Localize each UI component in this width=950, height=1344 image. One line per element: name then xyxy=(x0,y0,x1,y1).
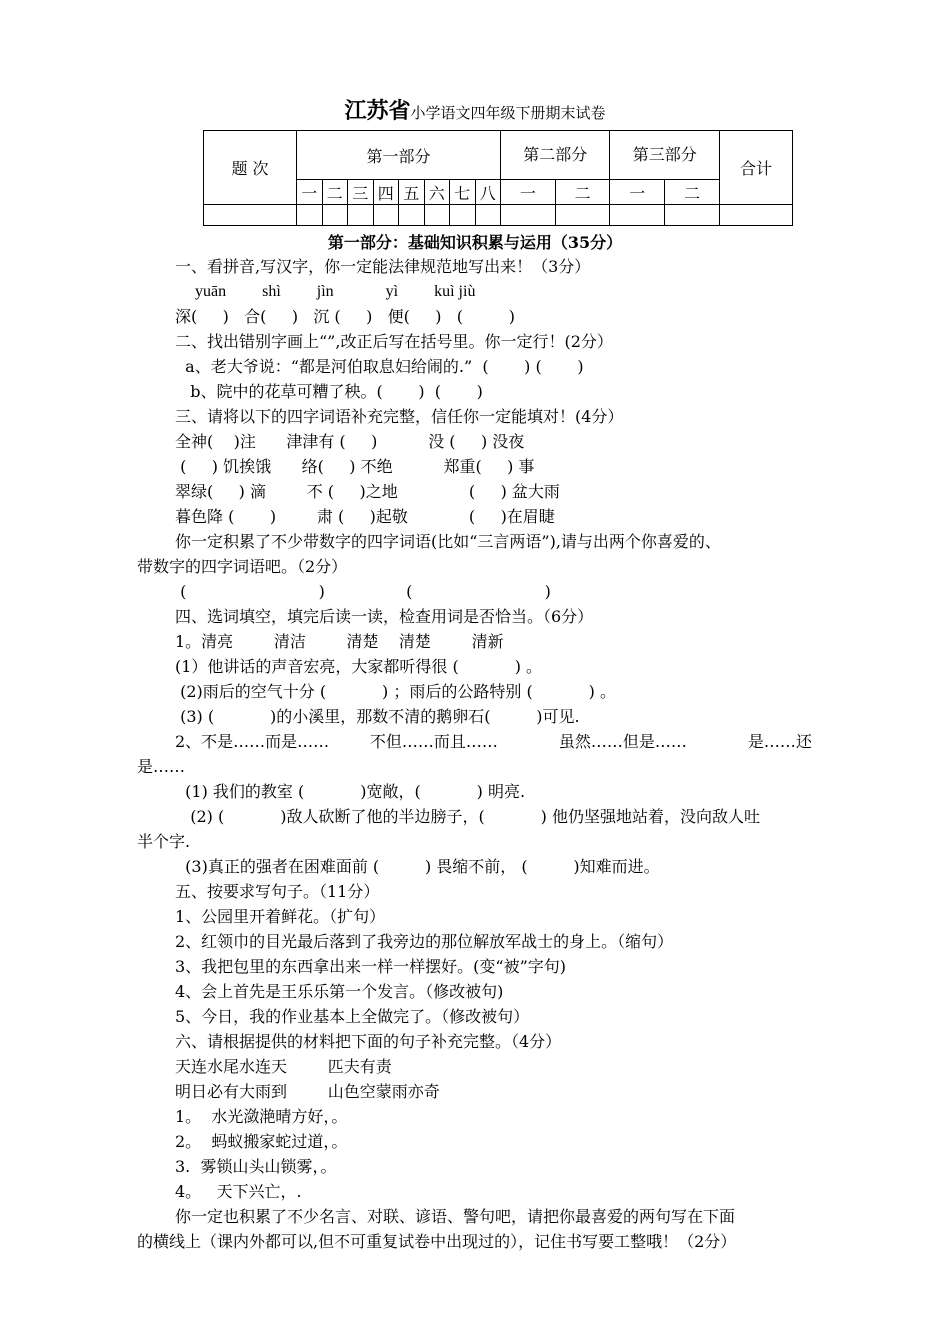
q5-item-5: 5、今日，我的作业基本上全做完了。（修改被句） xyxy=(175,1007,530,1026)
score-col: 八 xyxy=(475,180,501,205)
exam-title xyxy=(0,94,950,125)
score-col: 二 xyxy=(665,180,720,205)
score-cell[interactable] xyxy=(720,205,793,226)
title-subtitle: 小学语文四年级下册期末试卷 xyxy=(410,104,606,122)
q5-item-3: 3、我把包里的东西拿出来一样一样摆好。(变“被”字句) xyxy=(175,957,567,976)
q4-conj-2-cont: 半个字. xyxy=(137,832,191,851)
score-cell[interactable] xyxy=(399,205,425,226)
q3-row-3: 翠绿( ) 滴 不 ( )之地 ( ) 盆大雨 xyxy=(175,482,560,501)
score-col: 一 xyxy=(501,180,556,205)
q6-item-2: 2。 蚂蚁搬家蛇过道，。 xyxy=(175,1132,348,1151)
score-table-label: 题 次 xyxy=(204,131,297,205)
score-col: 六 xyxy=(424,180,450,205)
q6-extra-line-2: 的横线上（课内外都可以,但不可重复试卷中出现过的），记住书写要工整哦！（2分） xyxy=(137,1232,737,1251)
score-table-total: 合计 xyxy=(720,131,793,205)
q4-sentence-2: (2)雨后的空气十分 ( ) ；雨后的公路特别 ( ) 。 xyxy=(175,682,616,701)
score-col: 三 xyxy=(348,180,374,205)
q4-sentence-1: (1）他讲话的声音宏亮，大家都听得很 ( ) 。 xyxy=(175,657,543,676)
q1-answers: 深( ) 合( ) 沉 ( ) 便( ) ( ) xyxy=(175,307,516,326)
q6-item-3: 3. 雾锁山头山锁雾，。 xyxy=(175,1157,337,1176)
q3-extra-answers: ( ) ( ) xyxy=(175,582,551,601)
title-province: 江苏省 xyxy=(344,98,411,124)
q4-sentence-3: (3) ( )的小溪里，那数不清的鹅卵石( )可见. xyxy=(175,707,580,726)
score-col: 七 xyxy=(450,180,476,205)
score-cell[interactable] xyxy=(322,205,348,226)
score-col: 二 xyxy=(322,180,348,205)
score-cell[interactable] xyxy=(475,205,501,226)
q5-item-4: 4、会上首先是王乐乐第一个发言。（修改被句) xyxy=(175,982,504,1001)
q6-material-1: 天连水尾水连天 匹夫有责 xyxy=(175,1057,392,1076)
score-cell[interactable] xyxy=(555,205,610,226)
q6-extra-line-1: 你一定也积累了不少名言、对联、谚语、警句吧，请把你最喜爱的两句写在下面 xyxy=(175,1207,736,1226)
q1-heading: 一、看拼音,写汉字，你一定能法律规范地写出来！（3分） xyxy=(175,257,591,276)
score-cell[interactable] xyxy=(610,205,665,226)
q4-word-list-2: 2、不是……而是…… 不但……而且…… 虽然……但是…… 是……还 xyxy=(175,732,812,751)
q3-row-2: ( ) 饥挨饿 络( ) 不绝 郑重( ) 事 xyxy=(175,457,535,476)
score-table-part2: 第二部分 xyxy=(501,131,610,180)
score-cell[interactable] xyxy=(665,205,720,226)
q3-extra-line-1: 你一定积累了不少带数字的四字词语(比如“三言两语”),请与出两个你喜爱的、 xyxy=(175,532,721,551)
score-cell[interactable] xyxy=(450,205,476,226)
score-cell[interactable] xyxy=(348,205,374,226)
score-col: 二 xyxy=(555,180,610,205)
score-cell[interactable] xyxy=(373,205,399,226)
score-cell[interactable] xyxy=(204,205,297,226)
q4-word-list-2-cont: 是…… xyxy=(137,757,186,776)
q6-heading: 六、请根据提供的材料把下面的句子补充完整。（4分） xyxy=(175,1032,562,1051)
section-heading: 第一部分：基础知识积累与运用（35分） xyxy=(327,233,623,252)
q6-item-1: 1。 水光潋滟晴方好，。 xyxy=(175,1107,348,1126)
score-cell[interactable] xyxy=(424,205,450,226)
q3-row-4: 暮色降 ( ) 肃 ( )起敬 ( )在眉睫 xyxy=(175,507,555,526)
score-table-part3: 第三部分 xyxy=(610,131,720,180)
q3-heading: 三、请将以下的四字词语补充完整，信任你一定能填对！(4分） xyxy=(175,407,624,426)
q2-heading: 二、找出错别字画上“”,改正后写在括号里。你一定行！(2分） xyxy=(175,332,613,351)
q2-item-b: b、院中的花草可糟了秧。( ) ( ) xyxy=(175,382,483,401)
q4-conj-2: (2) ( )敌人砍断了他的半边膀子，( ) 他仍坚强地站着，没向敌人吐 xyxy=(175,807,760,826)
score-col: 五 xyxy=(399,180,425,205)
score-table-part1: 第一部分 xyxy=(297,131,501,180)
q5-item-1: 1、公园里开着鲜花。（扩句） xyxy=(175,907,386,926)
q4-conj-3: (3)真正的强者在困难面前 ( ) 畏缩不前， ( )知难而进。 xyxy=(175,857,660,876)
q4-heading: 四、选词填空，填完后读一读，检查用词是否恰当。（6分） xyxy=(175,607,594,626)
q3-extra-line-2: 带数字的四字词语吧。（2分） xyxy=(137,557,348,576)
score-cell[interactable] xyxy=(297,205,323,226)
q2-item-a: a、老大爷说：“都是河伯取息妇给闹的.” ( ) ( ) xyxy=(175,357,584,376)
q6-material-2: 明日必有大雨到 山色空蒙雨亦奇 xyxy=(175,1082,440,1101)
score-col: 一 xyxy=(297,180,323,205)
q5-heading: 五、按要求写句子。（11分） xyxy=(175,882,380,901)
q5-item-2: 2、红领巾的目光最后落到了我旁边的那位解放军战士的身上。（缩句） xyxy=(175,932,674,951)
q4-conj-1: (1) 我们的教室 ( )宽敞，( ) 明亮. xyxy=(175,782,526,801)
score-col: 四 xyxy=(373,180,399,205)
q6-item-4: 4。 天下兴亡，. xyxy=(175,1182,302,1201)
score-col: 一 xyxy=(610,180,665,205)
q1-pinyin: yuān shì jìn yì kuì jiù xyxy=(175,283,476,300)
score-cell[interactable] xyxy=(501,205,556,226)
q3-row-1: 全神( )注 津津有 ( ) 没 ( ) 没夜 xyxy=(175,432,525,451)
score-table xyxy=(203,130,793,226)
q4-word-list-1: 1。清亮 清洁 清楚 清楚 清新 xyxy=(175,632,504,651)
